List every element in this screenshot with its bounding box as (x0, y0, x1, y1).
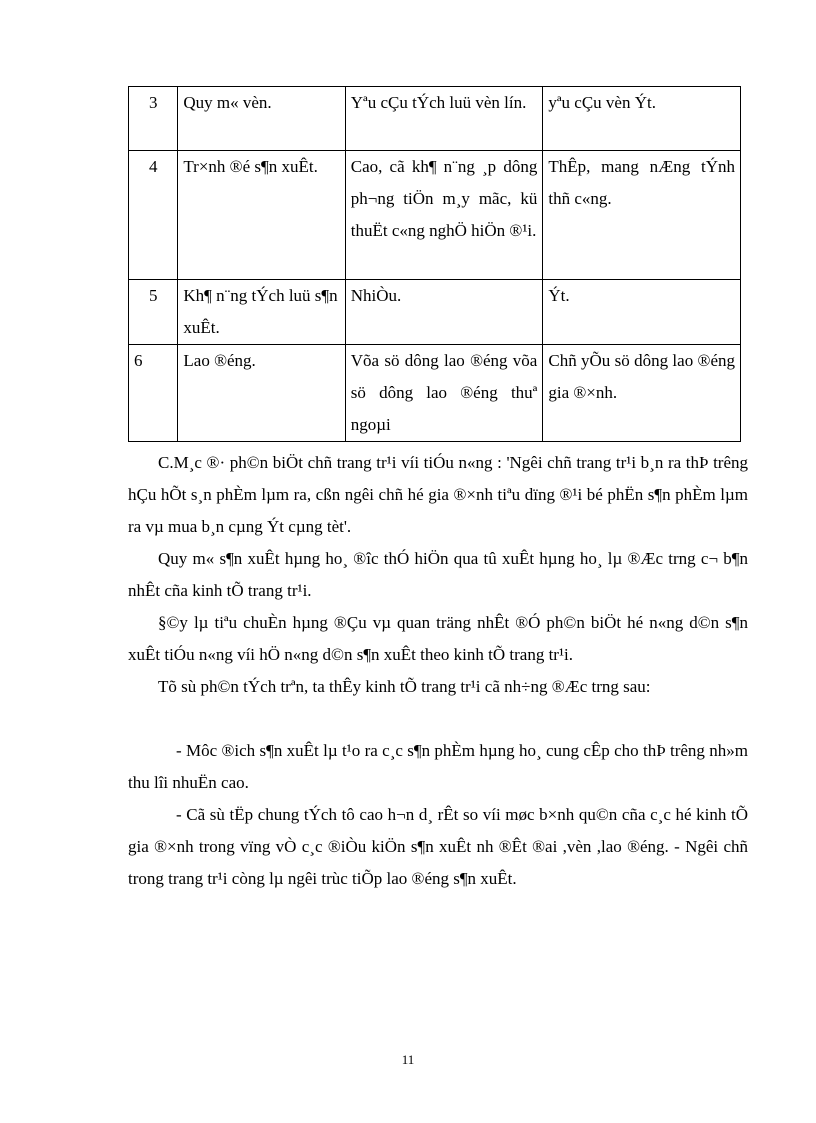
row-number: 4 (129, 151, 178, 280)
table-row (129, 345, 741, 442)
criterion-cell: Lao ®éng. (178, 345, 345, 442)
paragraph: §©y lµ tiªu chuÈn hµng ®Çu vµ quan träng nhÊt ®Ó ph©n biÖt hé n«ng d©n s¶n xuÊt tiÓu n«ng víi hÖ n«ng d©n s¶n xuÊt theo kinh tÕ trang tr¹i. (128, 613, 748, 664)
household-cell: yªu cÇu vèn Ýt. (543, 87, 741, 151)
row-number: 3 (129, 87, 178, 151)
farm-cell: Cao, cã kh¶ n¨ng ¸p dông ph¬ng tiÖn m¸y mãc, kü thuËt c«ng nghÖ hiÖn ®¹i. (345, 151, 543, 280)
criterion-cell: Quy m« vèn. (178, 87, 345, 151)
criterion-cell: Kh¶ n¨ng tÝch luü s¶n xuÊt. (178, 280, 345, 345)
paragraph: Quy m« s¶n xuÊt hµng ho¸ ®îc thÓ hiÖn qua tû xuÊt hµng ho¸ lµ ®Æc trng c¬ b¶n nhÊt cña kinh tÕ trang tr¹i. (128, 549, 748, 600)
criterion-cell: Tr×nh ®é s¶n xuÊt. (178, 151, 345, 280)
paragraph: Tõ sù ph©n tÝch trªn, ta thÊy kinh tÕ trang tr¹i cã nh÷ng ®Æc trng sau: (158, 677, 651, 696)
spacer (128, 703, 748, 735)
table-row (129, 87, 741, 151)
page-number: 11 (401, 1052, 415, 1067)
row-number: 6 (129, 345, 178, 442)
farm-cell: Yªu cÇu tÝch luü vèn lín. (345, 87, 543, 151)
table-row (129, 280, 741, 345)
paragraph: C.M¸c ®· ph©n biÖt chñ trang tr¹i víi tiÓu n«ng : 'Ngêi chñ trang tr¹i b¸n ra thÞ trêng hÇu hÕt s¸n phÈm lµm ra, cßn ngêi chñ hé gia ®×nh tiªu dïng ®¹i bé phËn s¶n phÈm lµm ra vµ mua b¸n cµng Ýt cµng tèt'. (128, 453, 748, 536)
farm-cell: NhiÒu. (345, 280, 543, 345)
table-row (129, 151, 741, 280)
household-cell: Ýt. (543, 280, 741, 345)
household-cell: Chñ yÕu sö dông lao ®éng gia ®×nh. (543, 345, 741, 442)
household-cell: ThÊp, mang nÆng tÝnh thñ c«ng. (543, 151, 741, 280)
farm-cell: Võa sö dông lao ®éng võa sö dông lao ®éng thuª ngoµi (345, 345, 543, 442)
bullet-paragraph: - Môc ®ich s¶n xuÊt lµ t¹o ra c¸c s¶n phÈm hµng ho¸ cung cÊp cho thÞ trêng nh»m thu lîi nhuËn cao. (128, 741, 748, 792)
bullet-paragraph: - Cã sù tËp chung tÝch tô cao h¬n d¸ rÊt so víi møc b×nh qu©n cña c¸c hé kinh tÕ gia ®×nh trong vïng vÒ c¸c ®iÒu kiÖn s¶n xuÊt nh ®Êt ®ai ,vèn ,lao ®éng. - Ngêi chñ trong trang tr¹i còng lµ ngêi trùc tiÕp lao ®éng s¶n xuÊt. (128, 805, 748, 888)
comparison-table (128, 86, 741, 442)
body-text (128, 447, 748, 895)
row-number: 5 (129, 280, 178, 345)
